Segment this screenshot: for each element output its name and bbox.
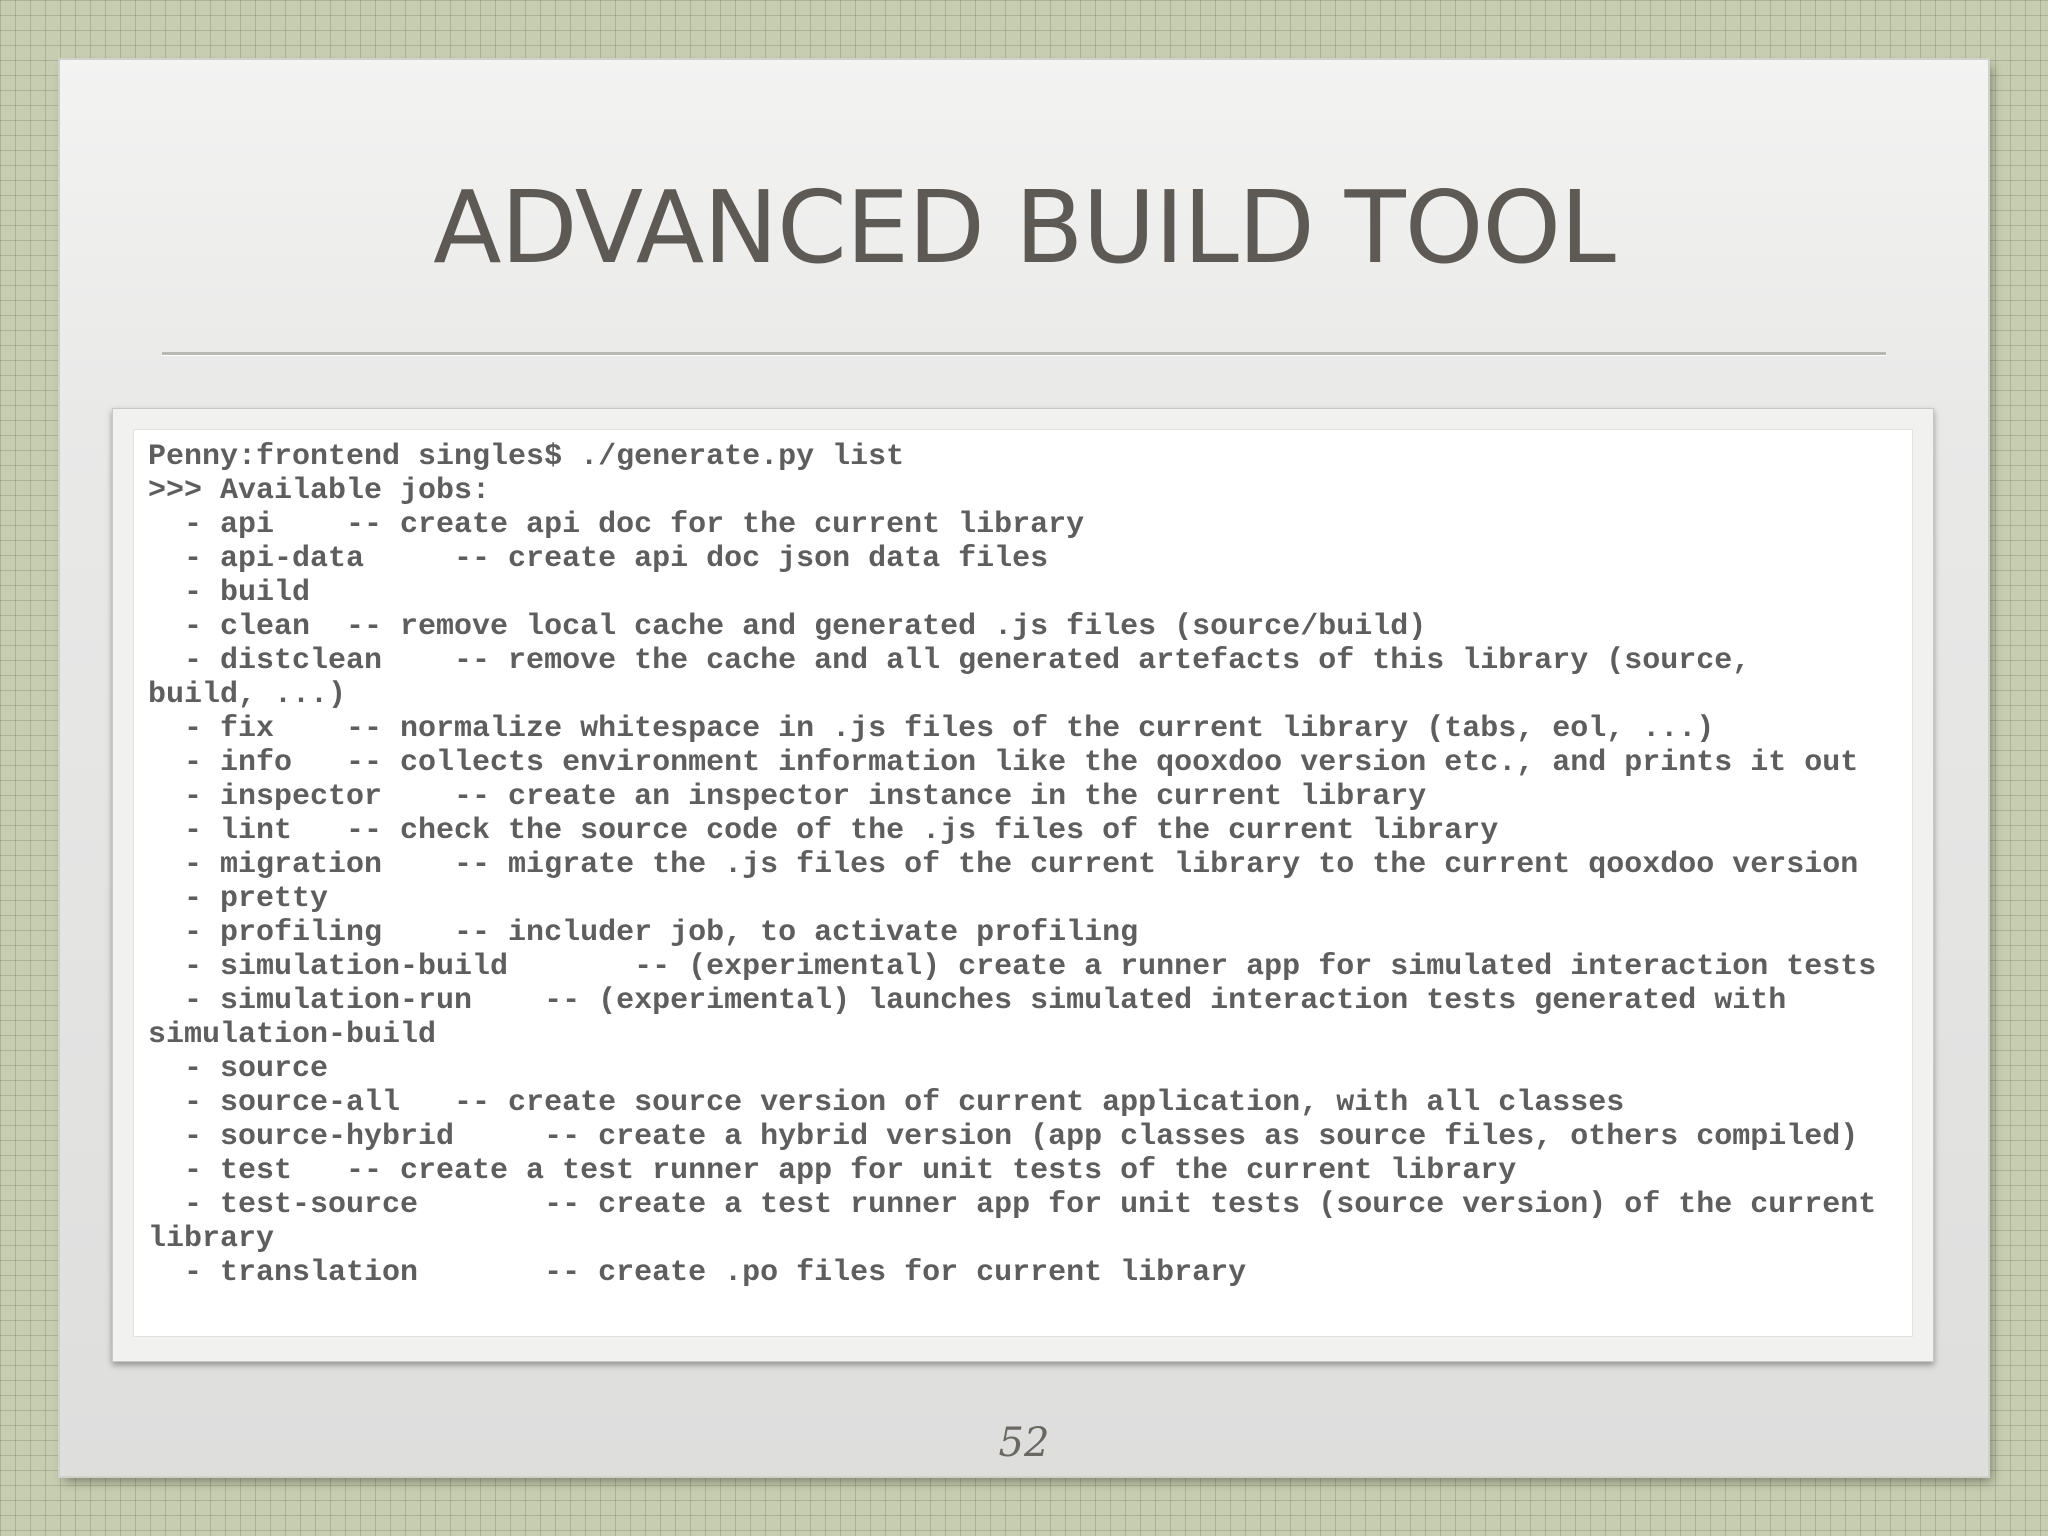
terminal-line: - test-source -- create a test runner app for unit tests (source version) of the current [148, 1188, 1877, 1222]
terminal-line: - profiling -- includer job, to activate profiling [148, 916, 1139, 950]
terminal-line: build, ...) [148, 678, 347, 712]
terminal-line: - distclean -- remove the cache and all generated artefacts of this library (source, [148, 644, 1751, 678]
terminal-lines [148, 440, 1876, 1290]
page-number: 52 [998, 1420, 1050, 1466]
title-divider [162, 352, 1886, 356]
terminal-line: - translation -- create .po files for current library [148, 1256, 1247, 1290]
terminal-line: - clean -- remove local cache and generated .js files (source/build) [148, 610, 1427, 644]
terminal-line: - migration -- migrate the .js files of the current library to the current qooxdoo version [148, 848, 1859, 882]
slide-title: ADVANCED BUILD TOOL [433, 169, 1615, 286]
terminal-line: - source-hybrid -- create a hybrid version (app classes as source files, others compiled) [148, 1120, 1859, 1154]
terminal-line: simulation-build [148, 1018, 437, 1052]
terminal-line: - build [148, 576, 311, 610]
terminal-line: - api -- create api doc for the current library [148, 508, 1085, 542]
terminal-line: - source-all -- create source version of current application, with all classes [148, 1086, 1625, 1120]
terminal-line: - api-data -- create api doc json data files [148, 542, 1049, 576]
terminal-output [133, 429, 1913, 1337]
terminal-line: - test -- create a test runner app for unit tests of the current library [148, 1154, 1517, 1188]
terminal-line: - simulation-run -- (experimental) launches simulated interaction tests generated with [148, 984, 1787, 1018]
terminal-line: - pretty [148, 882, 329, 916]
terminal-line: - info -- collects environment information like the qooxdoo version etc., and prints it out [148, 746, 1859, 780]
terminal-line: - simulation-build -- (experimental) create a runner app for simulated interaction tests [148, 950, 1877, 984]
terminal-frame [112, 408, 1934, 1362]
terminal-line: >>> Available jobs: [148, 474, 491, 508]
slide [60, 60, 1988, 1476]
terminal-line: - source [148, 1052, 329, 1086]
terminal-line: Penny:frontend singles$ ./generate.py list [148, 440, 905, 474]
terminal-line: - inspector -- create an inspector instance in the current library [148, 780, 1427, 814]
terminal-line: library [148, 1222, 275, 1256]
terminal-line: - lint -- check the source code of the .js files of the current library [148, 814, 1499, 848]
terminal-line: - fix -- normalize whitespace in .js files of the current library (tabs, eol, ...) [148, 712, 1715, 746]
